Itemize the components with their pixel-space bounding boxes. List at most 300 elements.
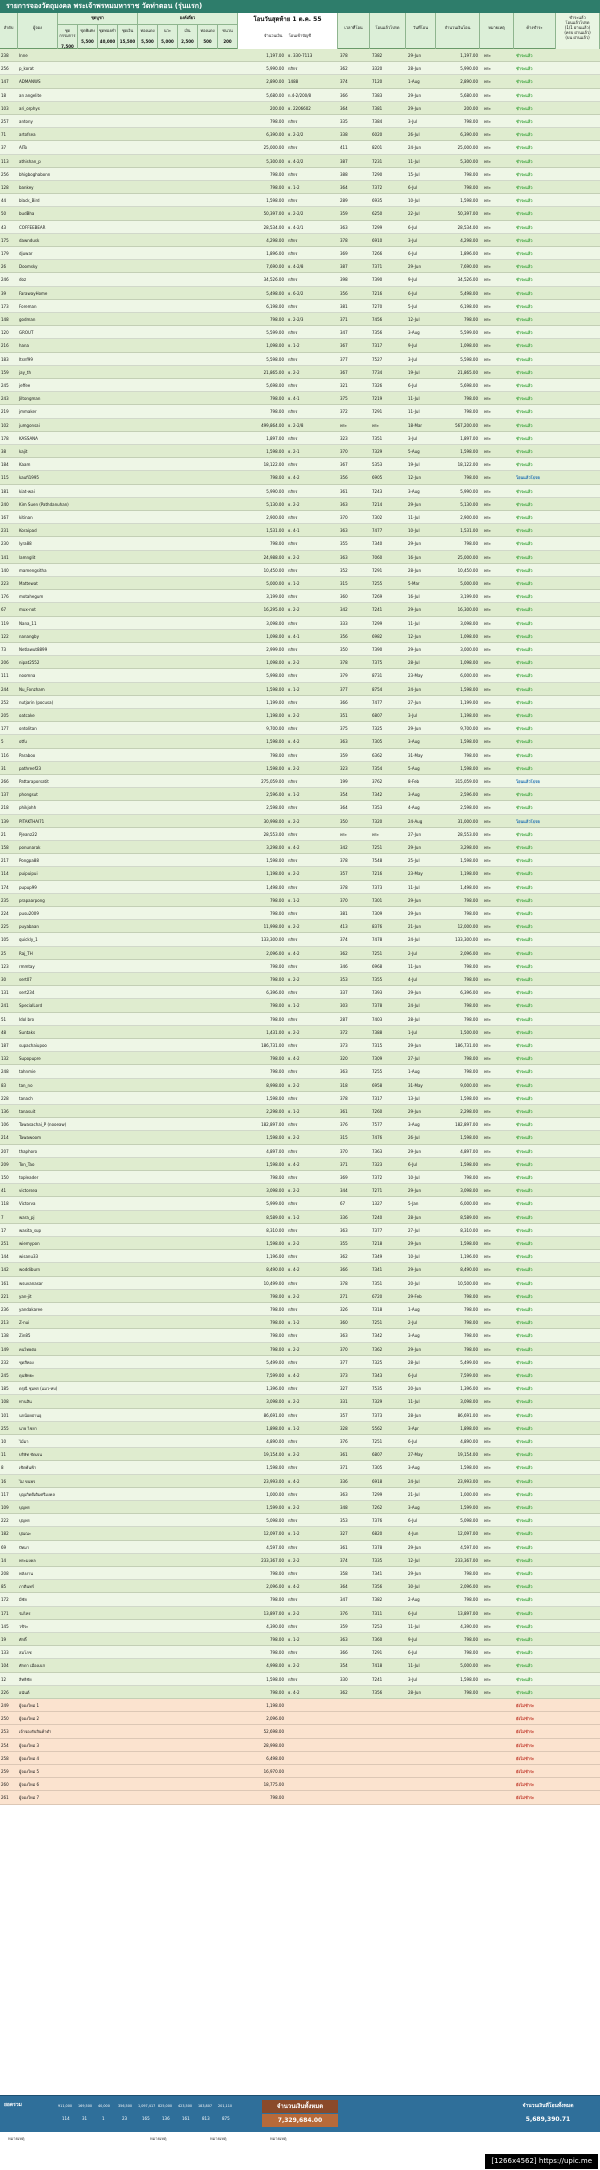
cell-t: 363 xyxy=(340,1637,348,1642)
cell-d: 28-Jul xyxy=(408,1359,420,1365)
cell-d: 27-Jun xyxy=(408,699,422,705)
cell-amt: 52,698.00 xyxy=(263,1729,284,1735)
cell-t: 388 xyxy=(340,171,348,177)
cell-no: 173 xyxy=(1,303,9,309)
cell-st: 7325 xyxy=(372,1359,383,1365)
cell-acc: กสิกร xyxy=(288,356,298,362)
cell-m: 3,098.00 xyxy=(460,620,478,626)
cell-t: พระ xyxy=(340,831,347,837)
cell-d: 2-Jul xyxy=(408,1320,418,1326)
cell-t: 362 xyxy=(340,1689,348,1695)
cell-m: 3,098.00 xyxy=(460,1399,478,1405)
cell-t: 378 xyxy=(340,1280,348,1286)
cell-acc: ธ. 2-2 xyxy=(288,1557,300,1563)
cell-m: 1,198.00 xyxy=(460,713,478,718)
cell-user: supachaiupoo xyxy=(19,1043,47,1048)
cell-acc: ธ. 2-2 xyxy=(288,1188,300,1194)
cell-st: 8201 xyxy=(372,145,383,151)
cell-d: 29-Jun xyxy=(408,501,422,507)
table-row xyxy=(0,194,600,207)
cell-r: ชำระแล้ว xyxy=(516,594,533,600)
cell-m: 25,000.00 xyxy=(457,554,478,560)
cell-m: 233,367.00 xyxy=(455,1557,478,1563)
cell-m xyxy=(438,1699,478,1712)
cell-m: 13,897.00 xyxy=(457,1610,478,1616)
table-row xyxy=(0,471,600,484)
cell-d: 11-Jul xyxy=(408,515,420,520)
cell-m: 4,897.00 xyxy=(460,1148,478,1154)
cell-acc: กสิกร xyxy=(288,1518,298,1524)
cell-no: 175 xyxy=(1,237,9,243)
cell-n xyxy=(484,1739,512,1752)
cell-no: 17 xyxy=(1,1227,7,1233)
cell-d: 23-May xyxy=(408,871,423,877)
cell-amt: 798.00 xyxy=(270,1016,284,1022)
cell-r: ชำระแล้ว xyxy=(516,1452,533,1458)
cell-st: 7335 xyxy=(372,1557,383,1563)
cell-st: 7251 xyxy=(372,950,383,956)
cell-no: 37 xyxy=(1,145,7,151)
cell-no: 159 xyxy=(1,369,9,375)
cell-amt: 18,775.00 xyxy=(263,1782,284,1788)
cell-amt: 6,396.00 xyxy=(266,990,284,996)
footer-count: 165 xyxy=(142,2116,150,2121)
cell-acc: กสิกร xyxy=(288,699,298,705)
header-sub-col xyxy=(78,25,98,49)
cell-st: 7373 xyxy=(372,1412,383,1418)
cell-no: 106 xyxy=(1,1122,9,1128)
table-row xyxy=(0,1501,600,1514)
cell-user: Victorva xyxy=(19,1201,36,1207)
cell-acc: กสิกร xyxy=(288,1571,298,1576)
cell-amt: 23,993.00 xyxy=(263,1478,284,1484)
cell-n: พระ xyxy=(484,462,491,468)
table-row xyxy=(0,1237,600,1250)
cell-n: พระ xyxy=(484,171,491,177)
cell-no: 150 xyxy=(1,1175,9,1180)
cell-d: 29-Jun xyxy=(408,647,422,652)
table-row xyxy=(0,933,600,946)
cell-n: พระ xyxy=(484,198,491,204)
cell-no: 142 xyxy=(1,1267,9,1273)
cell-d: 6-Jul xyxy=(408,383,418,388)
cell-d: 24-Jul xyxy=(408,1478,420,1484)
cell-d: 28-Jul xyxy=(408,660,420,666)
cell-user: wara_pj xyxy=(19,1214,35,1220)
cell-st xyxy=(372,1739,404,1752)
cell-d: 3-Jul xyxy=(408,119,418,124)
cell-st: 7291 xyxy=(372,567,383,573)
cell-amt: 3,098.00 xyxy=(266,1188,284,1194)
cell-st: 7376 xyxy=(372,1518,383,1524)
cell-d: 3-Aug xyxy=(408,1333,420,1339)
cell-r: ชำระแล้ว xyxy=(516,1465,533,1471)
cell-acc: ธ. 2-2 xyxy=(288,660,300,666)
cell-acc: ธ. 1-2 xyxy=(288,1109,300,1114)
cell-m: 9,700.00 xyxy=(460,726,478,732)
cell-amt: 1,598.00 xyxy=(266,1676,284,1682)
table-row xyxy=(0,1118,600,1131)
cell-amt: 2,890.00 xyxy=(266,79,284,85)
cell-st: 7377 xyxy=(372,1227,383,1233)
cell-m: 798.00 xyxy=(464,1175,478,1180)
cell-d: 15-Jul xyxy=(408,171,420,177)
cell-r: ชำระแล้ว xyxy=(516,1491,533,1497)
cell-st: 7253 xyxy=(372,1623,383,1629)
note-c3: หมายเหตุ xyxy=(270,2136,287,2141)
cell-acc: กสิกร xyxy=(288,911,298,916)
cell-user: sert234 xyxy=(19,990,35,996)
cell-d: 24-Aug xyxy=(408,818,423,824)
cell-m: 1,098.00 xyxy=(460,633,478,639)
cell-amt: 798.00 xyxy=(270,1346,284,1352)
cell-d: 4-Jun xyxy=(408,1531,419,1537)
cell-n: พระ xyxy=(484,409,491,415)
note-left: หมายเหตุ xyxy=(8,2136,25,2141)
cell-m: 50,397.00 xyxy=(457,211,478,217)
cell-r: ชำระแล้ว xyxy=(516,660,533,666)
cell-n: พระ xyxy=(484,158,491,164)
cell-r: ชำระแล้ว xyxy=(516,1663,533,1669)
cell-acc: กสิกร xyxy=(288,620,298,626)
cell-d: 27-Jul xyxy=(408,1056,420,1062)
cell-n: พระ xyxy=(484,1439,491,1444)
cell-user: topleader xyxy=(19,1175,39,1180)
cell-amt: 1,098.00 xyxy=(266,633,284,639)
cell-m: 798.00 xyxy=(464,977,478,982)
cell-d: 11-Jul xyxy=(408,158,420,164)
cell-acc: กสิกร xyxy=(288,1544,298,1550)
cell-amt: 5,000.00 xyxy=(266,581,284,586)
cell-m: 9,000.00 xyxy=(460,1082,478,1088)
cell-acc: กสิกร xyxy=(288,145,298,151)
cell-n: พระ xyxy=(484,1175,491,1180)
cell-t: 337 xyxy=(340,990,348,996)
cell-n: พระ xyxy=(484,567,491,573)
cell-amt: 28,998.00 xyxy=(263,1742,284,1748)
cell-st: 7349 xyxy=(372,1254,383,1260)
cell-d: 11-Jul xyxy=(408,1399,420,1405)
cell-n: พระ xyxy=(484,1637,491,1642)
cell-r: ชำระแล้ว xyxy=(516,1571,533,1576)
cell-t: 366 xyxy=(340,1267,348,1273)
cell-user: สิทธิชัย xyxy=(19,1676,32,1682)
cell-amt: 798.00 xyxy=(270,752,284,758)
table-row xyxy=(0,722,600,735)
sub-col-label: นวะ xyxy=(163,28,172,33)
cell-st: 7382 xyxy=(372,53,383,58)
cell-r: ชำระแล้ว xyxy=(516,1043,533,1048)
cell-amt: 798.00 xyxy=(270,185,284,190)
cell-st: 7315 xyxy=(372,1043,383,1048)
cell-no: 208 xyxy=(1,1571,9,1576)
cell-acc: ธ. 4-2/2 xyxy=(288,158,304,164)
cell-t: 378 xyxy=(340,884,348,890)
cell-r: ชำระแล้ว xyxy=(516,673,533,679)
cell-st: 7260 xyxy=(372,1109,383,1114)
cell-d: 29-Jun xyxy=(408,845,422,850)
cell-user: jmmaker xyxy=(19,409,37,415)
cell-m: 16,300.00 xyxy=(457,607,478,613)
table-row xyxy=(0,1079,600,1092)
table-row xyxy=(0,947,600,960)
cell-st: 7375 xyxy=(372,660,383,666)
cell-r: ชำระแล้ว xyxy=(516,1505,533,1510)
cell-n: พระ xyxy=(484,119,491,124)
cell-m: 2,298.00 xyxy=(460,1109,478,1114)
footer-count: 813 xyxy=(202,2116,210,2121)
cell-user: ร่มไทร xyxy=(19,1610,31,1616)
cell-no: 145 xyxy=(1,1623,9,1629)
cell-n: พระ xyxy=(484,449,491,454)
table-row xyxy=(0,1382,600,1395)
cell-r: ชำระแล้ว xyxy=(516,831,533,837)
cell-amt: 8,589.00 xyxy=(266,1214,284,1220)
cell-no: 73 xyxy=(1,647,7,652)
cell-amt: 798.00 xyxy=(270,1320,284,1326)
cell-st: 7418 xyxy=(372,1663,383,1669)
cell-r: ชำระแล้ว xyxy=(516,1082,533,1088)
table-row xyxy=(0,1791,600,1804)
cell-d: 29-Jun xyxy=(408,1188,422,1194)
cell-n: พระ xyxy=(484,475,491,481)
cell-r: ชำระแล้ว xyxy=(516,950,533,956)
cell-m: 5,680.00 xyxy=(460,92,478,98)
cell-n: พระ xyxy=(484,1056,491,1062)
cell-amt: 798.00 xyxy=(270,1795,284,1801)
cell-acc: กสิกร xyxy=(288,1254,298,1260)
cell-user: ศักดา เมืองเบส xyxy=(19,1663,45,1669)
cell-acc: กสิกร xyxy=(288,1227,298,1233)
header-col-date: วันที่โอน xyxy=(406,13,436,49)
cell-r: ชำระแล้ว xyxy=(516,990,533,996)
cell-st: 7318 xyxy=(372,1307,383,1312)
cell-t: 356 xyxy=(340,475,348,481)
cell-n: พระ xyxy=(484,515,491,520)
cell-no: 138 xyxy=(1,1333,9,1339)
cell-user: Nana_11 xyxy=(19,620,37,626)
cell-user: สมโภช xyxy=(19,1650,32,1656)
cell-st: 7271 xyxy=(372,1188,383,1194)
cell-m: 1,531.00 xyxy=(460,528,478,534)
cell-no: 178 xyxy=(1,435,9,441)
cell-m: 798.00 xyxy=(464,1069,478,1075)
cell-amt: 16,295.00 xyxy=(263,607,284,613)
cell-r: ชำระแล้ว xyxy=(516,53,533,58)
table-row xyxy=(0,1171,600,1184)
cell-no: 255 xyxy=(1,1425,9,1431)
cell-t: 199 xyxy=(340,779,348,784)
cell-r: ชำระแล้ว xyxy=(516,1518,533,1524)
cell-no: 158 xyxy=(1,845,9,850)
cell-st: 7351 xyxy=(372,1280,383,1286)
cell-amt: 86,691.00 xyxy=(263,1412,284,1418)
cell-n: พระ xyxy=(484,858,491,864)
cell-t: 359 xyxy=(340,211,348,217)
cell-amt: 798.00 xyxy=(270,1069,284,1075)
cell-r: ชำระแล้ว xyxy=(516,211,533,217)
cell-n: พระ xyxy=(484,369,491,375)
cell-m: 1,598.00 xyxy=(460,858,478,864)
cell-n: พระ xyxy=(484,1663,491,1669)
cell-amt: 798.00 xyxy=(270,1293,284,1299)
cell-no: 213 xyxy=(1,1320,9,1326)
cell-no: 137 xyxy=(1,792,9,798)
table-row xyxy=(0,1145,600,1158)
cell-r: ชำระแล้ว xyxy=(516,633,533,639)
cell-m: 6,390.00 xyxy=(460,132,478,138)
cell-r: ยังไม่ชำระ xyxy=(516,1795,535,1801)
header-col-time: เวลาที่โอน xyxy=(338,13,370,49)
cell-m xyxy=(438,1752,478,1765)
cell-d: 27-May xyxy=(408,1452,423,1458)
cell-acc: กสิกร xyxy=(288,1280,298,1286)
cell-no: 18 xyxy=(1,92,7,98)
cell-user: bhigboghabonn xyxy=(19,171,51,177)
cell-user: Suntaks xyxy=(19,1029,36,1035)
cell-acc: ธ. 4-2 xyxy=(288,1056,300,1062)
cell-t: 331 xyxy=(340,1399,348,1405)
note-c1: หมายเหตุ xyxy=(150,2136,167,2141)
cell-no: 261 xyxy=(1,1795,9,1801)
cell-no: 238 xyxy=(1,53,9,58)
cell-r: ชำระแล้ว xyxy=(516,1016,533,1022)
cell-acc: กสิกร xyxy=(288,515,298,520)
cell-m: 3,098.00 xyxy=(460,1188,478,1194)
cell-acc: ธ. 330-7113 xyxy=(288,53,313,58)
cell-amt: 1,598.00 xyxy=(266,686,284,692)
cell-d: 10-Jul xyxy=(408,1175,420,1180)
header-group-single: องค์เดี่ยว xyxy=(138,13,238,25)
cell-m: 5,130.00 xyxy=(460,501,478,507)
cell-user: prapaarpong xyxy=(19,897,45,903)
cell-n: พระ xyxy=(484,303,491,309)
cell-m: 7,599.00 xyxy=(460,1373,478,1378)
cell-d: 26-Jul xyxy=(408,1135,420,1141)
footer-count: 1 xyxy=(102,2116,105,2121)
cell-user: wsuvanasar xyxy=(19,1280,43,1286)
footer-sum: 201,110 xyxy=(218,2104,233,2108)
sub-col-label: เงิน xyxy=(184,28,191,33)
cell-st: 7214 xyxy=(372,501,383,507)
cell-acc: ธ. 1-2 xyxy=(288,686,300,692)
cell-m: 186,731.00 xyxy=(455,1043,478,1048)
table-row xyxy=(0,62,600,75)
cell-t: 362 xyxy=(340,1254,348,1260)
cell-m: 3,199.00 xyxy=(460,594,478,600)
cell-d: 11-Jun xyxy=(408,963,422,969)
cell-user: pathreef23 xyxy=(19,765,42,771)
cell-user: djuwar xyxy=(19,251,33,256)
cell-user: ผู้จองใหม่ 5 xyxy=(19,1769,40,1774)
table-row xyxy=(0,669,600,682)
cell-user: Tawawoom xyxy=(19,1135,42,1141)
cell-st: 1327 xyxy=(372,1201,383,1207)
table-row xyxy=(0,353,600,366)
table-row xyxy=(0,1356,600,1369)
cell-d: 12-Jun xyxy=(408,633,422,639)
cell-n: พระ xyxy=(484,1161,491,1167)
cell-m: 1,500.00 xyxy=(460,1029,478,1035)
cell-st: 7255 xyxy=(372,581,383,586)
cell-n: พระ xyxy=(484,1293,491,1299)
cell-n: พระ xyxy=(484,317,491,322)
table-row xyxy=(0,603,600,616)
cell-t: 367 xyxy=(340,462,348,468)
cell-amt: 30,998.00 xyxy=(263,818,284,824)
cell-amt: 1,197.00 xyxy=(266,53,284,58)
cell-user: noomna xyxy=(19,673,36,679)
cell-acc: กสิกร xyxy=(288,330,298,336)
cell-no: 241 xyxy=(1,1003,9,1009)
cell-acc: ธ. 2-2 xyxy=(288,818,300,824)
cell-t: 376 xyxy=(340,1439,348,1444)
cell-d: 8-Feb xyxy=(408,779,420,784)
cell-d: 18-Mar xyxy=(408,422,423,428)
cell-d: 27-Jun xyxy=(408,831,422,837)
cell-user: Mattewat xyxy=(19,581,38,586)
table-row xyxy=(0,75,600,88)
cell-m: 1,598.00 xyxy=(460,1095,478,1101)
cell-t: 364 xyxy=(340,105,348,111)
cell-m xyxy=(438,1739,478,1752)
cell-m: 2,598.00 xyxy=(460,805,478,811)
cell-user: ไม่ ขนพร xyxy=(19,1478,36,1484)
cell-m: 8,310.00 xyxy=(460,1227,478,1233)
cell-m: 798.00 xyxy=(464,1650,478,1656)
cell-r: ชำระแล้ว xyxy=(516,897,533,903)
cell-m: 5,990.00 xyxy=(460,488,478,494)
cell-amt: 1,598.00 xyxy=(266,198,284,204)
cell-d: 21-Jun xyxy=(408,924,422,930)
cell-st: 6807 xyxy=(372,713,383,718)
cell-no: 214 xyxy=(1,1135,9,1141)
table-row xyxy=(0,1567,600,1580)
cell-m: 1,896.00 xyxy=(460,251,478,256)
cell-d: 10-Jul xyxy=(408,528,420,534)
cell-st: 6935 xyxy=(372,198,383,204)
table-row xyxy=(0,1409,600,1422)
cell-d xyxy=(408,1739,436,1752)
cell-r: ยังไม่ชำระ xyxy=(516,1703,535,1708)
cell-user: ชุดสีทอง xyxy=(19,1359,34,1365)
cell-d: 26-Jul xyxy=(408,132,420,138)
cell-n: พระ xyxy=(484,752,491,758)
cell-r: ชำระแล้ว xyxy=(516,554,533,560)
cell-amt: 1,498.00 xyxy=(266,884,284,890)
footer-sum: 911,000 xyxy=(58,2104,73,2108)
cell-no: 144 xyxy=(1,1254,9,1260)
cell-r: ชำระแล้ว xyxy=(516,699,533,705)
table-row xyxy=(0,419,600,432)
cell-acc: ธ. 4-2 xyxy=(288,1584,300,1590)
cell-user: mux-not xyxy=(19,607,36,613)
cell-user: Paraboo xyxy=(19,752,36,758)
cell-d: 29-Jun xyxy=(408,1148,422,1154)
cell-st: 7311 xyxy=(372,1610,383,1616)
cell-amt: 798.00 xyxy=(270,1003,284,1009)
cell-r: ยังไม่ชำระ xyxy=(516,1755,535,1761)
sub-col-price: 40,000 xyxy=(99,39,116,44)
cell-d: 16-Jun xyxy=(408,554,422,560)
table-row xyxy=(0,788,600,801)
cell-n: พระ xyxy=(484,1109,491,1114)
cell-no: 149 xyxy=(1,1346,9,1352)
cell-no: 183 xyxy=(1,356,9,362)
cell-r: ชำระแล้ว xyxy=(516,1544,533,1550)
cell-d: 3-Jul xyxy=(408,237,418,243)
cell-acc: ธ. 2-2/3 xyxy=(288,317,304,322)
